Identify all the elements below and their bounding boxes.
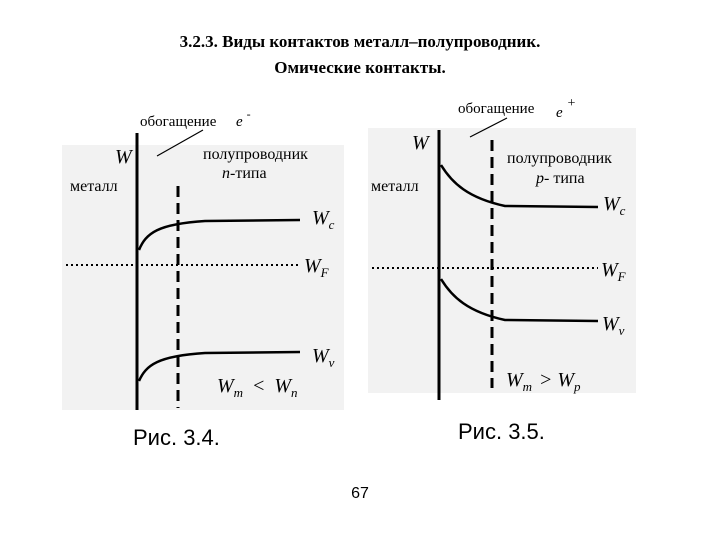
left-figure-caption: Рис. 3.4. [133, 425, 220, 450]
left-level-wf: $W_F$ [304, 255, 329, 280]
left-enrichment-label: обогащение [140, 114, 217, 130]
right-carrier-symbol: e+ [556, 96, 577, 121]
left-condition: $W_m < W_n$ [217, 375, 298, 400]
left-level-wc: $W_c$ [312, 207, 335, 232]
right-semiconductor-type: p- типа [536, 170, 585, 187]
left-metal-label: металл [70, 178, 118, 195]
right-level-wc: $W_c$ [603, 193, 626, 218]
left-axis-label: W [115, 146, 132, 168]
right-condition: $W_m > W_p$ [506, 369, 581, 394]
left-semiconductor-label: полупроводник [203, 146, 308, 163]
left-semiconductor-type: n-типа [222, 165, 267, 182]
right-figure-panel [368, 128, 636, 393]
left-level-wv: $W_v$ [312, 345, 335, 370]
left-carrier-symbol: e - [236, 107, 251, 130]
right-semiconductor-label: полупроводник [507, 150, 612, 167]
right-level-wv: $W_v$ [602, 313, 625, 338]
right-axis-label: W [412, 132, 429, 154]
right-figure-caption: Рис. 3.5. [458, 419, 545, 444]
right-level-wf: $W_F$ [601, 259, 626, 284]
right-enrichment-label: обогащение [458, 101, 535, 117]
page-number: 67 [351, 485, 369, 502]
section-title: 3.2.3. Виды контактов металл–полупроводник. [179, 32, 541, 51]
section-subtitle: Омические контакты. [274, 58, 446, 77]
right-metal-label: металл [371, 178, 419, 195]
